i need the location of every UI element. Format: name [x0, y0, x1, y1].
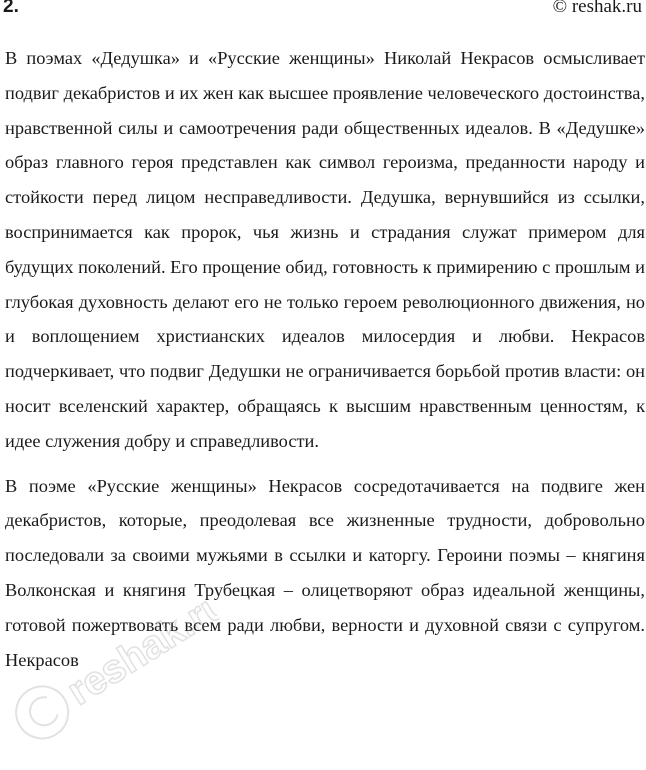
copyright-label: © reshak.ru	[552, 0, 642, 17]
page-header	[0, 0, 646, 28]
paragraph-russkie-zhenshchiny: В поэме «Русские женщины» Некрасов сосредотачивается на подвиге жен декабристов, которые, преодолевая все жизненные трудности, добровольно последовали за своими мужьями в ссылки и каторгу. Героини поэмы – княгиня Волконская и княгиня Трубецкая – олицетворяют образ идеальной женщины, готовой пожертвовать всем ради любви, верности и духовной связи с супругом. Некрасов	[5, 475, 645, 670]
watermark-copyright-c	[25, 694, 60, 730]
watermark-text: reshak.ru	[59, 581, 236, 714]
answer-text	[5, 41, 645, 687]
task-number: 2.	[3, 0, 19, 17]
paragraph-dedushka: В поэмах «Дедушка» и «Русские женщины» Николай Некрасов осмысливает подвиг декабристов и их жен как высшее проявление человеческого достоинства, нравственной силы и самоотречения ради общественных идеалов. В «Дедушке» образ главного героя представлен как символ героизма, преданности народу и стойкости перед лицом несправедливости. Дедушка, вернувшийся из ссылки, воспринимается как пророк, чья жизнь и страдания служат примером для будущих поколений. Его прощение обид, готовность к примирению с прошлым и глубокая духовность делают его не только героем революционного движения, но и воплощением христианских идеалов милосердия и любви. Некрасов подчеркивает, что подвиг Дедушки не ограничивается борьбой против власти: он носит вселенский характер, обращаясь к высшим нравственным ценностям, к идее служения добру и справедливости.	[5, 48, 645, 451]
